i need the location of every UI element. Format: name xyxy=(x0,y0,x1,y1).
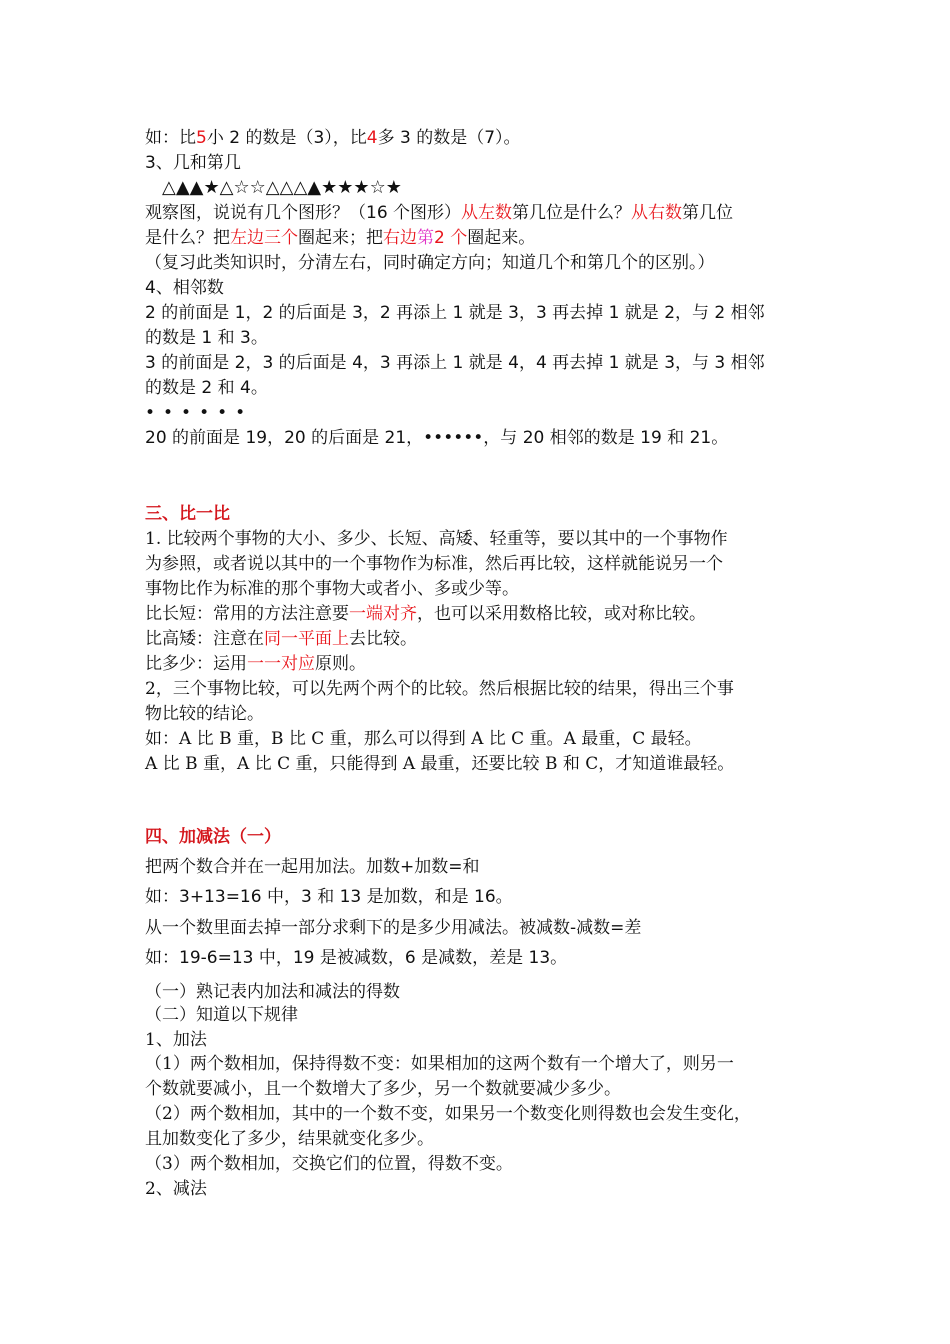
rule-item-1: （一）熟记表内加法和减法的得数 xyxy=(145,982,400,1002)
addition-rule-1b: 个数就要减小，且一个数增大了多少，另一个数就要减少多少。 xyxy=(145,1079,621,1099)
compare-example-2: A 比 B 重，A 比 C 重，只能得到 A 最重，还要比较 B 和 C，才知道谁最轻。 xyxy=(145,754,735,774)
subheading-ordinal: 3、几和第几 xyxy=(145,153,241,173)
shape-sequence: △▲▲★△☆☆△△△▲★★★☆★ xyxy=(162,177,402,198)
ellipsis-dots: •••••• xyxy=(145,403,254,423)
compare-line-1: 1. 比较两个事物的大小、多少、长短、高矮、轻重等，要以其中的一个事物作 xyxy=(145,529,728,549)
subheading-addition: 1、加法 xyxy=(145,1030,207,1050)
compare-line-7: 2，三个事物比较，可以先两个两个的比较。然后根据比较的结果，得出三个事 xyxy=(145,679,734,699)
compare-height: 比高矮：注意在同一平面上去比较。 xyxy=(145,629,417,649)
addition-rule-3: （3）两个数相加，交换它们的位置，得数不变。 xyxy=(145,1154,513,1174)
addition-rule-1a: （1）两个数相加，保持得数不变：如果相加的这两个数有一个增大了，则另一 xyxy=(145,1054,734,1074)
section-heading-compare: 三、比一比 xyxy=(145,504,230,524)
compare-line-2: 为参照，或者说以其中的一个事物作为标准，然后再比较，这样就能说另一个 xyxy=(145,554,723,574)
subtraction-example: 如：19-6=13 中，19 是被减数，6 是减数，差是 13。 xyxy=(145,948,568,968)
observe-line-1: 观察图，说说有几个图形？（16 个图形）从左数第几位是什么？从右数第几位 xyxy=(145,203,734,223)
observe-line-2: 是什么？把左边三个圈起来；把右边第2 个圈起来。 xyxy=(145,228,536,248)
subheading-subtraction: 2、减法 xyxy=(145,1179,207,1199)
adjacent-line-1: 2 的前面是 1，2 的后面是 3，2 再添上 1 就是 3，3 再去掉 1 就是 2，与 2 相邻 xyxy=(145,303,765,323)
compare-example-1: 如：A 比 B 重，B 比 C 重，那么可以得到 A 比 C 重。A 最重，C 最轻。 xyxy=(145,729,702,749)
addition-example: 如：3+13=16 中，3 和 13 是加数，和是 16。 xyxy=(145,887,513,907)
subheading-adjacent: 4、相邻数 xyxy=(145,278,224,298)
addition-rule-2a: （2）两个数相加，其中的一个数不变，如果另一个数变化则得数也会发生变化， xyxy=(145,1104,751,1124)
section-heading-addsub: 四、加减法（一） xyxy=(145,827,281,847)
review-note: （复习此类知识时，分清左右，同时确定方向；知道几个和第几个的区别。） xyxy=(145,253,715,273)
subtraction-definition: 从一个数里面去掉一部分求剩下的是多少用减法。被减数-减数=差 xyxy=(145,918,642,938)
addition-rule-2b: 且加数变化了多少，结果就变化多少。 xyxy=(145,1129,434,1149)
adjacent-line-4: 的数是 2 和 4。 xyxy=(145,378,268,398)
compare-length: 比长短：常用的方法注意要一端对齐，也可以采用数格比较，或对称比较。 xyxy=(145,604,706,624)
adjacent-line-3: 3 的前面是 2，3 的后面是 4，3 再添上 1 就是 4，4 再去掉 1 就是 3，与 3 相邻 xyxy=(145,353,765,373)
compare-quantity: 比多少：运用一一对应原则。 xyxy=(145,654,366,674)
addition-definition: 把两个数合并在一起用加法。加数+加数=和 xyxy=(145,857,480,877)
compare-line-8: 物比较的结论。 xyxy=(145,704,264,724)
adjacent-line-2: 的数是 1 和 3。 xyxy=(145,328,268,348)
adjacent-line-5: 20 的前面是 19，20 的后面是 21，••••••，与 20 相邻的数是 19 和 21。 xyxy=(145,428,729,448)
example-line: 如：比5小 2 的数是（3），比4多 3 的数是（7）。 xyxy=(145,128,521,148)
rule-item-2: （二）知道以下规律 xyxy=(145,1005,298,1025)
compare-line-3: 事物比作为标准的那个事物大或者小、多或少等。 xyxy=(145,579,519,599)
